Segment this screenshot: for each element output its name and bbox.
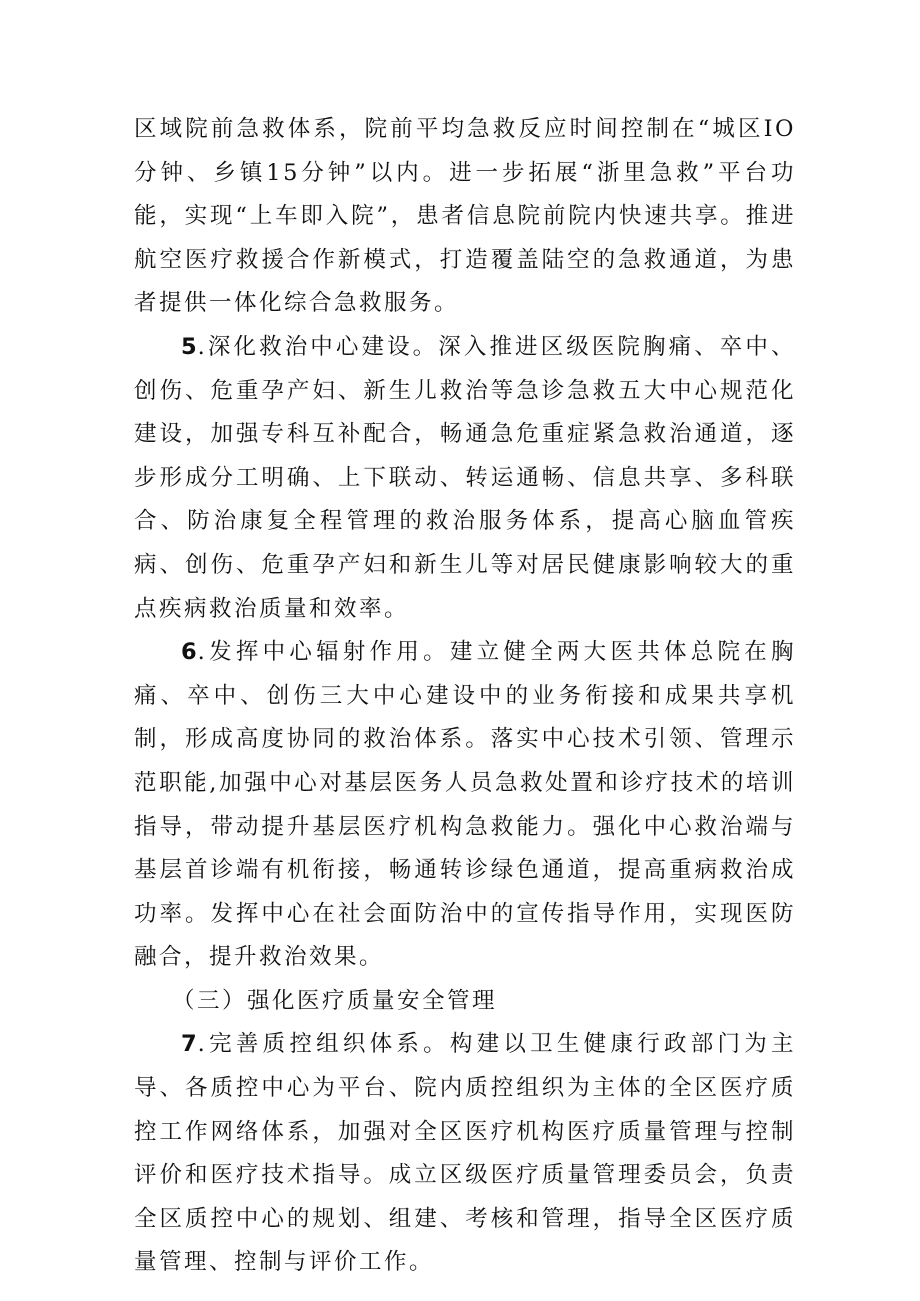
paragraph-text: 区域院前急救体系，院前平均急救反应时间控制在“城区IO分钟、乡镇15分钟”以内。进一步拓展“浙里急救”平台功能，实现“上车即入院”，患者信息院前院内快速共享。推进航空医疗救援合作新模式，打造覆盖陆空的急救通道，为患者提供一体化综合急救服务。 (134, 116, 796, 317)
paragraph-item-5 (134, 326, 796, 631)
item-number: 5 (181, 333, 198, 360)
document-body (134, 108, 796, 1285)
item-number: 7 (181, 1031, 198, 1058)
paragraph-item-6 (134, 631, 796, 980)
paragraph-text: .完善质控组织体系。构建以卫生健康行政部门为主导、各质控中心为平台、院内质控组织为主体的全区医疗质控工作网络体系，加强对全区医疗机构医疗质量管理与控制评价和医疗技术指导。成立区级医疗质量管理委员会，负责全区质控中心的规划、组建、考核和管理，指导全区医疗质量管理、控制与评价工作。 (134, 1031, 796, 1276)
item-number: 6 (181, 639, 198, 666)
section-heading: （三）强化医疗质量安全管理 (172, 987, 498, 1014)
paragraph-continuation (134, 108, 796, 326)
paragraph-text: .深化救治中心建设。深入推进区级医院胸痛、卒中、创伤、危重孕产妇、新生儿救治等急诊急救五大中心规范化建设，加强专科互补配合，畅通急危重症紧急救治通道，逐步形成分工明确、上下联动、转运通畅、信息共享、多科联合、防治康复全程管理的救治服务体系，提高心脑血管疾病、创伤、危重孕产妇和新生儿等对居民健康影响较大的重点疾病救治质量和效率。 (134, 333, 796, 622)
paragraph-item-7 (134, 1023, 796, 1285)
paragraph-text: .发挥中心辐射作用。建立健全两大医共体总院在胸痛、卒中、创伤三大中心建设中的业务衔接和成果共享机制，形成高度协同的救治体系。落实中心技术引领、管理示范职能,加强中心对基层医务人员急救处置和诊疗技术的培训指导，带动提升基层医疗机构急救能力。强化中心救治端与基层首诊端有机衔接，畅通转诊绿色通道，提高重病救治成功率。发挥中心在社会面防治中的宣传指导作用，实现医防融合，提升救治效果。 (134, 639, 796, 971)
